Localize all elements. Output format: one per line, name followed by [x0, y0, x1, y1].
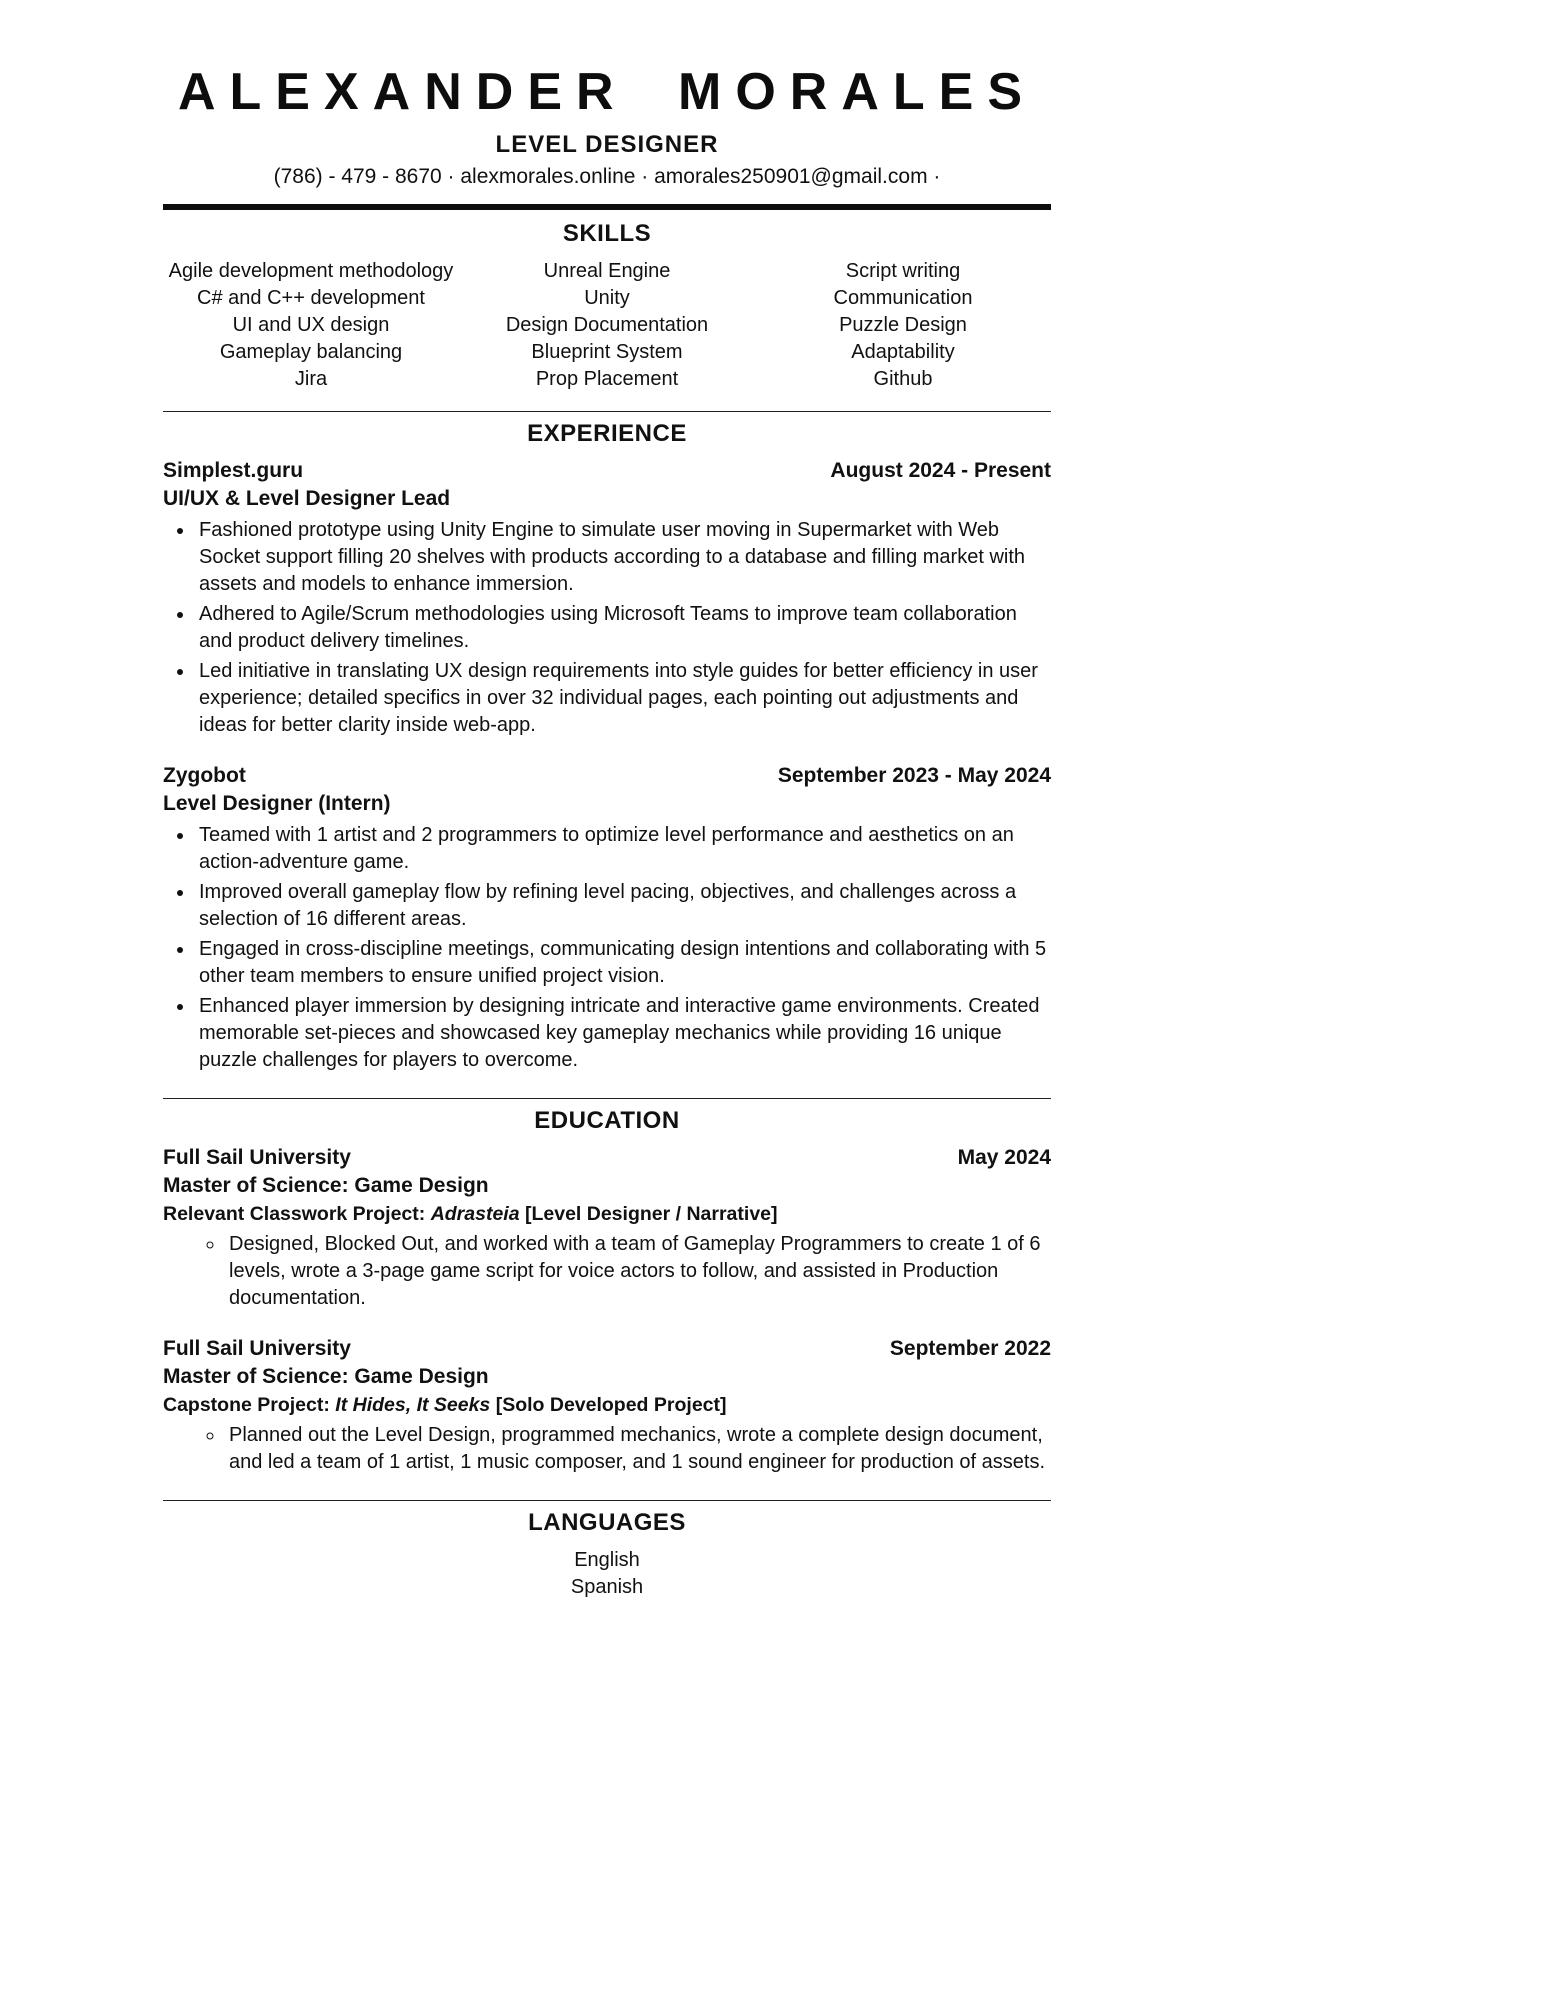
- language-item: English: [574, 1549, 640, 1571]
- education-header: [163, 1145, 1051, 1171]
- project-name: Adrasteia: [430, 1203, 520, 1225]
- skills-column-1: [163, 258, 459, 393]
- job-bullets: [163, 822, 1051, 1074]
- project-suffix: [Level Designer / Narrative]: [519, 1203, 778, 1225]
- job-header: [163, 763, 1051, 789]
- project-label: Capstone Project:: [163, 1394, 336, 1416]
- job-role: UI/UX & Level Designer Lead: [163, 487, 451, 510]
- degree: Master of Science: Game Design: [163, 1174, 489, 1197]
- skill-item: Communication: [833, 287, 973, 309]
- skills-column-3: [755, 258, 1051, 393]
- skill-item: Unity: [584, 287, 630, 309]
- school-name: Full Sail University: [163, 1146, 351, 1169]
- experience-bullet: • Adhered to Agile/Scrum methodologies using Microsoft Teams to improve team collaboration and product delivery timelines.: [195, 601, 1051, 655]
- skill-item: Agile development methodology: [168, 260, 454, 282]
- company-name: Simplest.guru: [163, 459, 304, 482]
- skill-item: Github: [873, 368, 933, 390]
- job-entry: [163, 763, 1051, 1074]
- candidate-title: LEVEL DESIGNER: [495, 131, 719, 158]
- candidate-name: ALEXANDER MORALES: [177, 63, 1037, 121]
- education-bullets: [163, 1231, 1051, 1312]
- project-suffix: [Solo Developed Project]: [490, 1394, 727, 1416]
- project-line: [163, 1201, 1051, 1227]
- skill-item: C# and C++ development: [197, 287, 425, 309]
- education-bullet: ◦ Designed, Blocked Out, and worked with a team of Gameplay Programmers to create 1 of 6 levels, wrote a 3-page game script for voice actors to follow, and assisted in Production documentation.: [225, 1231, 1051, 1312]
- education-heading: EDUCATION: [534, 1107, 680, 1134]
- skill-item: UI and UX design: [232, 314, 390, 336]
- skills-grid: [163, 258, 1051, 393]
- skill-item: Prop Placement: [535, 368, 679, 390]
- experience-bullet: • Teamed with 1 artist and 2 programmers to optimize level performance and aesthetics on an action-adventure game.: [195, 822, 1051, 876]
- company-name: Zygobot: [163, 764, 246, 787]
- languages-section: [163, 1509, 1051, 1601]
- skills-section: [163, 220, 1051, 393]
- skill-item: Gameplay balancing: [219, 341, 403, 363]
- languages-heading: LANGUAGES: [528, 1509, 686, 1536]
- education-entry: [163, 1145, 1051, 1312]
- section-divider: [163, 1500, 1051, 1501]
- job-role: Level Designer (Intern): [163, 792, 391, 815]
- degree: Master of Science: Game Design: [163, 1365, 489, 1388]
- education-bullets: [163, 1422, 1051, 1476]
- skill-item: Unreal Engine: [543, 260, 671, 282]
- project-label: Relevant Classwork Project:: [163, 1203, 431, 1225]
- contact-line: (786) - 479 - 8670 · alexmorales.online · amorales250901@gmail.com ·: [273, 165, 941, 188]
- job-dates: September 2023 - May 2024: [777, 764, 1051, 787]
- education-bullet: ◦ Planned out the Level Design, programmed mechanics, wrote a complete design document, and led a team of 1 artist, 1 music composer, and 1 sound engineer for production of assets.: [225, 1422, 1051, 1476]
- section-divider: [163, 1098, 1051, 1099]
- education-header: [163, 1336, 1051, 1362]
- education-date: May 2024: [957, 1146, 1051, 1169]
- job-dates: August 2024 - Present: [830, 459, 1051, 482]
- experience-section: [163, 420, 1051, 1074]
- experience-bullet: • Engaged in cross-discipline meetings, communicating design intentions and collaborating with 5 other team members to ensure unified project vision.: [195, 936, 1051, 990]
- education-date: September 2022: [889, 1337, 1051, 1360]
- education-entry: [163, 1336, 1051, 1476]
- header-divider: [163, 204, 1051, 210]
- skills-column-2: [459, 258, 755, 393]
- project-line: [163, 1392, 1051, 1418]
- skill-item: Script writing: [845, 260, 961, 282]
- experience-heading: EXPERIENCE: [527, 420, 687, 447]
- job-entry: [163, 458, 1051, 739]
- skill-item: Design Documentation: [505, 314, 709, 336]
- skill-item: Adaptability: [851, 341, 955, 363]
- skill-item: Puzzle Design: [839, 314, 967, 336]
- experience-bullet: • Led initiative in translating UX design requirements into style guides for better efficiency in user experience; detailed specifics in over 32 individual pages, each pointing out adjustments and ideas for better clarity inside web-app.: [195, 658, 1051, 739]
- skill-item: Blueprint System: [531, 341, 683, 363]
- resume-header: [163, 62, 1051, 189]
- experience-bullet: • Fashioned prototype using Unity Engine to simulate user moving in Supermarket with Web Socket support filling 20 shelves with products according to a database and filling market with assets and models to enhance immersion.: [195, 517, 1051, 598]
- skills-heading: SKILLS: [562, 220, 652, 247]
- resume-content: [163, 0, 1051, 1601]
- job-bullets: [163, 517, 1051, 739]
- section-divider: [163, 411, 1051, 412]
- project-name: It Hides, It Seeks: [335, 1394, 491, 1416]
- job-header: [163, 458, 1051, 484]
- education-section: [163, 1107, 1051, 1476]
- experience-bullet: • Improved overall gameplay flow by refining level pacing, objectives, and challenges across a selection of 16 different areas.: [195, 879, 1051, 933]
- language-item: Spanish: [570, 1576, 644, 1598]
- experience-bullet: • Enhanced player immersion by designing intricate and interactive game environments. Created memorable set-pieces and showcased key gameplay mechanics while providing 16 unique puzzle challenges for players to overcome.: [195, 993, 1051, 1074]
- school-name: Full Sail University: [163, 1337, 351, 1360]
- skill-item: Jira: [294, 368, 328, 390]
